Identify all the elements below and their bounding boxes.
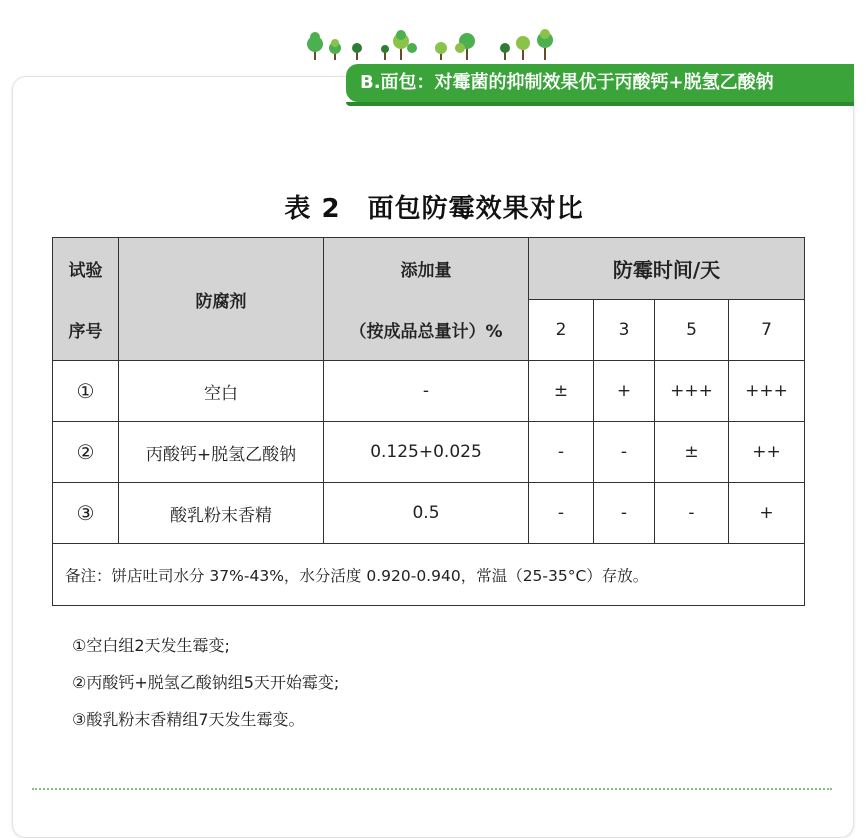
row-id: ③ bbox=[53, 483, 119, 544]
header-dosage: 添加量 （按成品总量计）% bbox=[324, 238, 529, 361]
row-day2: - bbox=[529, 422, 594, 483]
row-day7: +++ bbox=[729, 361, 805, 422]
note-item: ③酸乳粉末香精组7天发生霉变。 bbox=[72, 710, 305, 729]
header-day: 3 bbox=[594, 299, 655, 361]
row-agent: 空白 bbox=[119, 361, 324, 422]
note-item: ②丙酸钙+脱氢乙酸钠组5天开始霉变; bbox=[72, 673, 340, 692]
row-day5: - bbox=[655, 483, 729, 544]
notes-list bbox=[72, 636, 339, 747]
header-mold-time: 防霉时间/天 bbox=[529, 238, 805, 300]
row-day7: + bbox=[729, 483, 805, 544]
note-item: ①空白组2天发生霉变; bbox=[72, 636, 230, 655]
row-id: ② bbox=[53, 422, 119, 483]
row-day5: ± bbox=[655, 422, 729, 483]
trees-decoration bbox=[300, 28, 570, 64]
tree-icon bbox=[300, 28, 570, 64]
row-id: ① bbox=[53, 361, 119, 422]
row-agent: 酸乳粉末香精 bbox=[119, 483, 324, 544]
row-dosage: - bbox=[324, 361, 529, 422]
row-day2: - bbox=[529, 483, 594, 544]
row-agent: 丙酸钙+脱氢乙酸钠 bbox=[119, 422, 324, 483]
row-day3: - bbox=[594, 483, 655, 544]
comparison-table bbox=[52, 237, 805, 606]
row-dosage: 0.5 bbox=[324, 483, 529, 544]
header-day: 2 bbox=[529, 299, 594, 361]
row-day5: +++ bbox=[655, 361, 729, 422]
table-row bbox=[53, 361, 805, 422]
table-row bbox=[53, 422, 805, 483]
header-day: 7 bbox=[729, 299, 805, 361]
dotted-divider bbox=[32, 788, 832, 790]
row-day3: + bbox=[594, 361, 655, 422]
header-day: 5 bbox=[655, 299, 729, 361]
table-title: 表 2 面包防霉效果对比 bbox=[284, 194, 584, 224]
row-day2: ± bbox=[529, 361, 594, 422]
table-note: 备注：饼店吐司水分 37%-43%，水分活度 0.920-0.940，常温（25-35°C）存放。 bbox=[53, 544, 805, 606]
table-row bbox=[53, 483, 805, 544]
row-dosage: 0.125+0.025 bbox=[324, 422, 529, 483]
section-banner: B.面包：对霉菌的抑制效果优于丙酸钙+脱氢乙酸钠 bbox=[346, 64, 854, 102]
header-preservative: 防腐剂 bbox=[119, 238, 324, 361]
row-day7: ++ bbox=[729, 422, 805, 483]
row-day3: - bbox=[594, 422, 655, 483]
header-serial: 试验 序号 bbox=[53, 238, 119, 361]
